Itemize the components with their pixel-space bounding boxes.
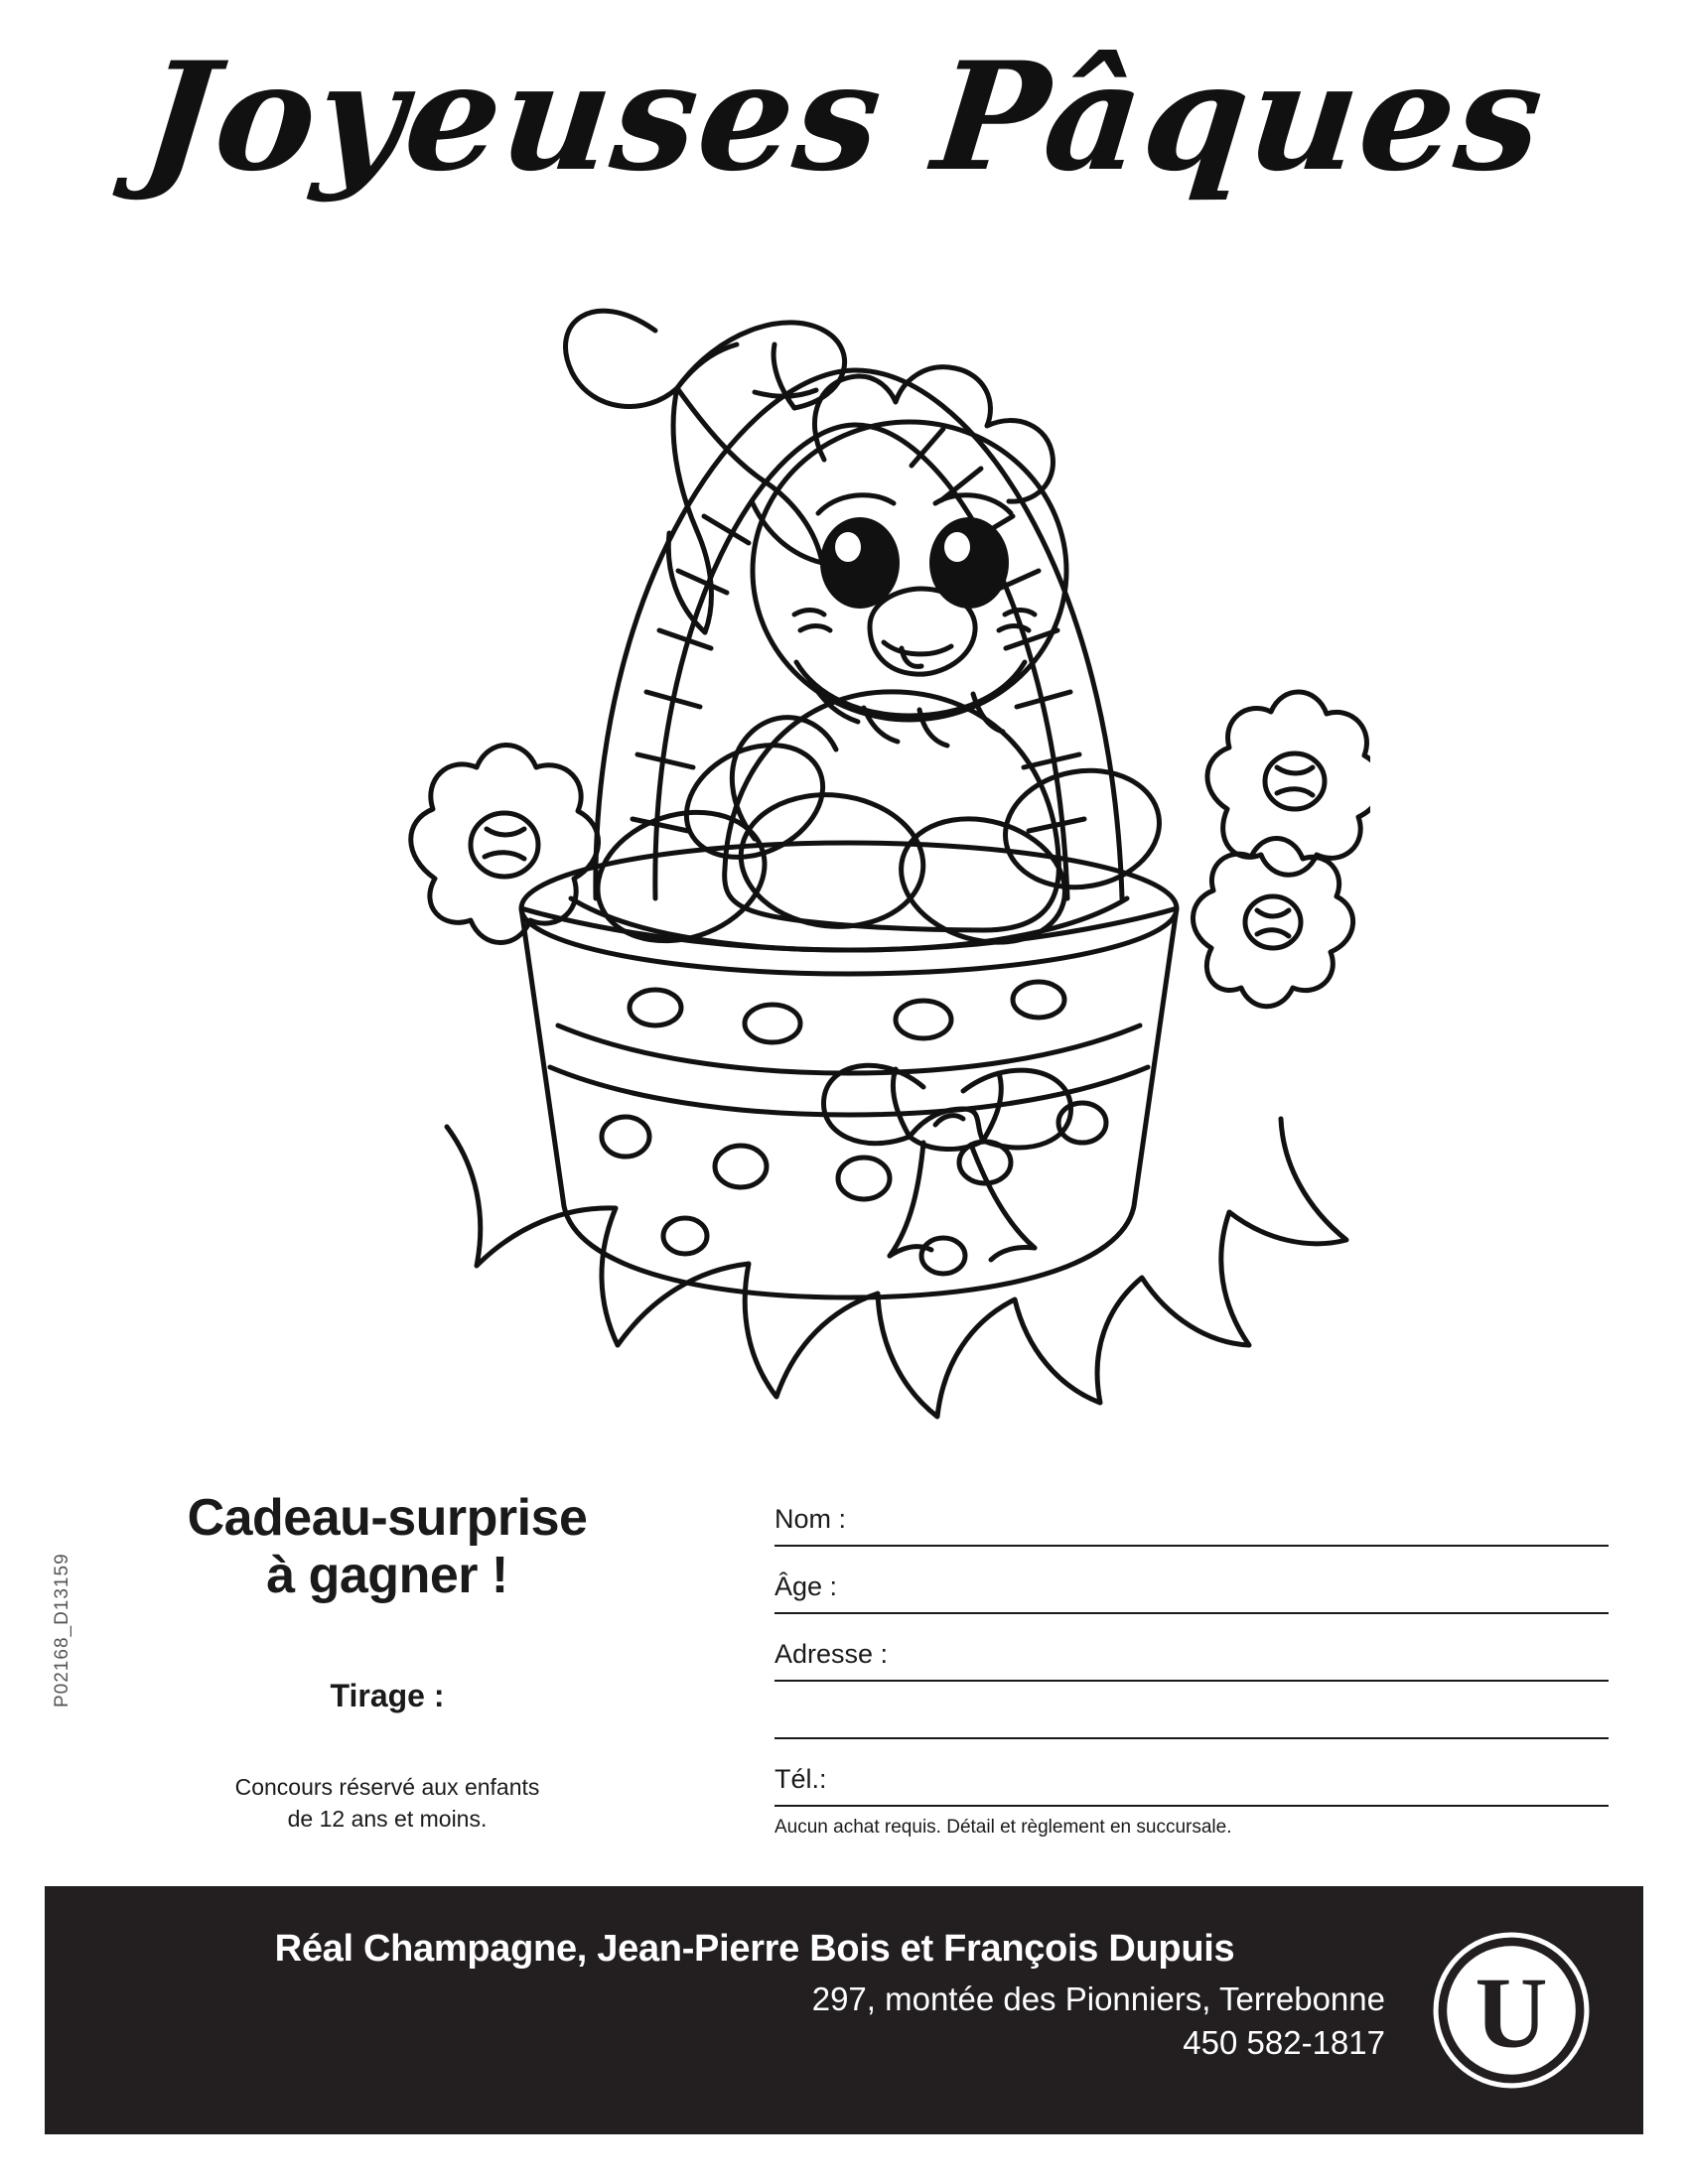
footer-phone: 450 582-1817 — [1183, 2024, 1385, 2061]
field-age-label: Âge : — [774, 1571, 838, 1601]
page-title-text: Joyeuses Pâques — [135, 30, 1553, 205]
store-footer-bar — [45, 1886, 1643, 2134]
field-adresse-label: Adresse : — [774, 1639, 889, 1669]
prize-title-line1: Cadeau-surprise — [187, 1489, 588, 1547]
entry-form — [774, 1479, 1609, 1839]
footer-text-block — [124, 1928, 1385, 2062]
footer-address: 297, montée des Pionniers, Terrebonne — [811, 1980, 1385, 2017]
easter-basket-chick-coloring-illustration — [328, 213, 1370, 1434]
form-disclaimer: Aucun achat requis. Détail et règlement en succursale. — [774, 1817, 1232, 1838]
footer-owner-names: Réal Champagne, Jean-Pierre Bois et François Dupuis — [274, 1928, 1235, 1970]
promo-and-form-section — [0, 1459, 1688, 1876]
field-nom[interactable] — [774, 1479, 1609, 1547]
field-age[interactable] — [774, 1547, 1609, 1614]
draw-date-label: Tirage : — [330, 1678, 445, 1714]
field-telephone[interactable] — [774, 1739, 1609, 1807]
field-adresse-line2[interactable] — [774, 1682, 1609, 1739]
promo-column — [119, 1489, 655, 1835]
document-reference-code: P02168_D13159 — [52, 1553, 72, 1707]
svg-text:U: U — [1475, 1957, 1548, 2069]
page-title — [0, 30, 1688, 205]
metro-u-logo-icon — [1431, 1930, 1592, 2091]
contest-rules-line2: de 12 ans et moins. — [287, 1805, 488, 1832]
field-nom-label: Nom : — [774, 1504, 847, 1534]
field-adresse[interactable] — [774, 1614, 1609, 1682]
prize-title-line2: à gagner ! — [266, 1547, 508, 1605]
field-telephone-label: Tél.: — [774, 1764, 827, 1794]
contest-rules — [119, 1772, 655, 1834]
contest-rules-line1: Concours réservé aux enfants — [234, 1774, 540, 1801]
